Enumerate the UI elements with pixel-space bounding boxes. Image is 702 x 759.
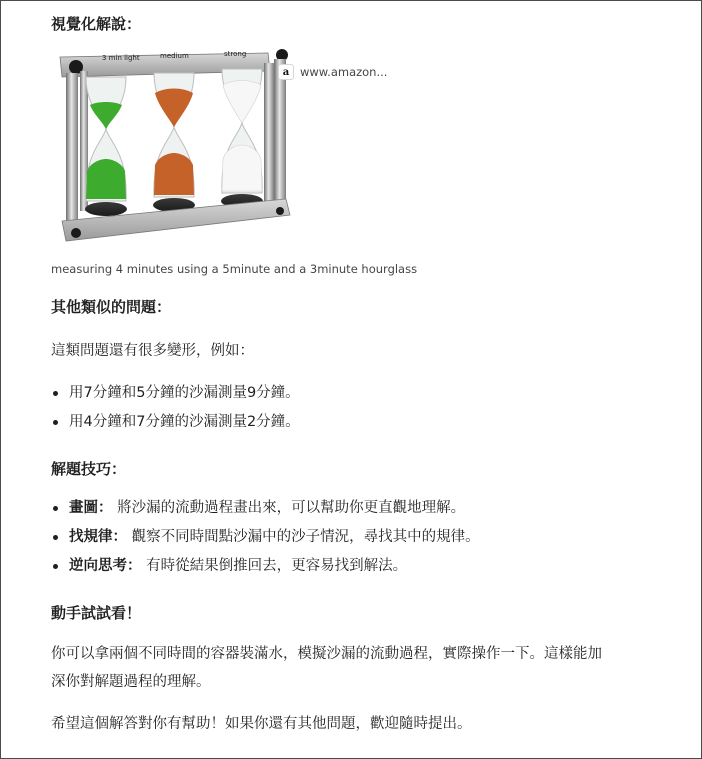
tips-heading: 解題技巧： (51, 460, 127, 478)
hourglass-illustration (56, 49, 296, 247)
tips-list (51, 494, 480, 581)
tip-term: 畫圖： (69, 500, 113, 516)
tip-term: 找規律： (69, 529, 127, 545)
label-strong: strong (224, 50, 247, 58)
source-chip[interactable] (278, 61, 387, 83)
try-it-line: 你可以拿兩個不同時間的容器裝滿水，模擬沙漏的流動過程，實際操作一下。這樣能加 (51, 646, 602, 662)
try-it-paragraph (51, 640, 681, 696)
closing-text: 希望這個解答對你有幫助！如果你還有其他問題，歡迎隨時提出。 (51, 716, 472, 732)
try-it-heading: 動手試試看！ (51, 604, 142, 622)
image-caption: measuring 4 minutes using a 5minute and a 3minute hourglass (51, 262, 418, 276)
tip-text: 將沙漏的流動過程畫出來，可以幫助你更直觀地理解。 (117, 500, 466, 516)
similar-problems-heading: 其他類似的問題： (51, 298, 172, 316)
amazon-icon: a (278, 64, 294, 80)
tip-text: 觀察不同時間點沙漏中的沙子情況，尋找其中的規律。 (131, 529, 480, 545)
source-chip-label: www.amazon... (300, 65, 388, 79)
hourglass-green (85, 77, 127, 216)
hourglass-image[interactable] (56, 49, 296, 247)
hourglass-white (221, 69, 263, 208)
similar-problems-intro: 這類問題還有很多變形，例如： (51, 343, 254, 359)
list-item (51, 552, 480, 581)
label-medium: medium (160, 52, 189, 60)
list-item (51, 523, 480, 552)
list-item (51, 494, 480, 523)
try-it-line: 深你對解題過程的理解。 (51, 674, 211, 690)
label-3-min: 3 min light (102, 54, 140, 62)
similar-problems-list (51, 379, 300, 437)
tip-term: 逆向思考： (69, 558, 142, 574)
hourglass-orange (153, 73, 195, 212)
tip-text: 有時從結果倒推回去，更容易找到解法。 (146, 558, 408, 574)
list-item: 用7分鐘和5分鐘的沙漏測量9分鐘。 (51, 379, 300, 408)
list-item: 用4分鐘和7分鐘的沙漏測量2分鐘。 (51, 408, 300, 437)
visual-explanation-heading: 視覺化解說： (51, 15, 142, 33)
